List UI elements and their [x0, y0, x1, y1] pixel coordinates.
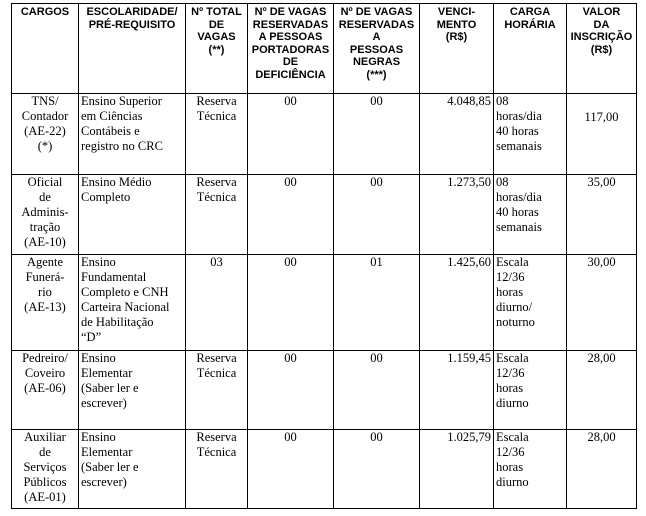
cell-valor-inscricao: 117,00 — [567, 94, 637, 175]
cell-vagas-deficiencia: 00 — [248, 351, 334, 430]
cell-valor-inscricao: 35,00 — [567, 175, 637, 255]
header-vagas-negras: Nº DE VAGAS RESERVADAS A PESSOAS NEGRAS (***) — [334, 4, 420, 94]
table-row — [12, 255, 637, 351]
header-escolaridade: ESCOLARIDADE/ PRÉ-REQUISITO — [79, 4, 186, 94]
cell-escolaridade: Ensino Médio Completo — [79, 175, 186, 255]
cell-carga-horaria: Escala 12/36 horas diurno — [494, 351, 567, 430]
cell-carga-horaria: Escala 12/36 horas diurno/ noturno — [494, 255, 567, 351]
vagas-table — [11, 3, 637, 509]
cell-vencimento: 1.159,45 — [420, 351, 494, 430]
header-carga-horaria: CARGA HORÁRIA — [494, 4, 567, 94]
cell-vencimento: 1.273,50 — [420, 175, 494, 255]
cell-total-vagas: Reserva Técnica — [186, 175, 248, 255]
table-row — [12, 430, 637, 509]
table-row — [12, 351, 637, 430]
header-vencimento: VENCI- MENTO (R$) — [420, 4, 494, 94]
cell-vagas-negras: 01 — [334, 255, 420, 351]
cell-valor-inscricao: 28,00 — [567, 430, 637, 509]
cell-cargo: Oficial de Adminis- tração (AE-10) — [12, 175, 79, 255]
cell-escolaridade: Ensino Elementar (Saber ler e escrever) — [79, 430, 186, 509]
cell-carga-horaria: 08 horas/dia 40 horas semanais — [494, 175, 567, 255]
cell-escolaridade: Ensino Fundamental Completo e CNH Carteira Nacional de Habilitação “D” — [79, 255, 186, 351]
cell-vagas-negras: 00 — [334, 351, 420, 430]
table-row — [12, 94, 637, 175]
cell-vagas-deficiencia: 00 — [248, 255, 334, 351]
cell-vagas-negras: 00 — [334, 430, 420, 509]
cell-cargo: Auxiliar de Serviços Públicos (AE-01) — [12, 430, 79, 509]
cell-vencimento: 1.425,60 — [420, 255, 494, 351]
cell-escolaridade: Ensino Elementar (Saber ler e escrever) — [79, 351, 186, 430]
header-total-vagas: Nº TOTAL DE VAGAS (**) — [186, 4, 248, 94]
header-row — [12, 4, 637, 94]
cell-vagas-negras: 00 — [334, 94, 420, 175]
cell-carga-horaria: Escala 12/36 horas diurno — [494, 430, 567, 509]
cell-valor-inscricao: 28,00 — [567, 351, 637, 430]
cell-carga-horaria: 08 horas/dia 40 horas semanais — [494, 94, 567, 175]
cell-total-vagas: Reserva Técnica — [186, 430, 248, 509]
cell-vagas-deficiencia: 00 — [248, 94, 334, 175]
header-vagas-deficiencia: Nº DE VAGAS RESERVADAS A PESSOAS PORTADORAS DE DEFICIÊNCIA — [248, 4, 334, 94]
cell-valor-inscricao: 30,00 — [567, 255, 637, 351]
table-row — [12, 175, 637, 255]
cell-vencimento: 1.025,79 — [420, 430, 494, 509]
cell-vagas-deficiencia: 00 — [248, 430, 334, 509]
header-valor-inscricao: VALOR DA INSCRIÇÃO (R$) — [567, 4, 637, 94]
cell-total-vagas: Reserva Técnica — [186, 94, 248, 175]
cell-cargo: Pedreiro/ Coveiro (AE-06) — [12, 351, 79, 430]
cell-cargo: Agente Funerá- rio (AE-13) — [12, 255, 79, 351]
cell-vagas-deficiencia: 00 — [248, 175, 334, 255]
cell-vagas-negras: 00 — [334, 175, 420, 255]
cell-vencimento: 4.048,85 — [420, 94, 494, 175]
cell-total-vagas: 03 — [186, 255, 248, 351]
header-cargos: CARGOS — [12, 4, 79, 94]
cell-escolaridade: Ensino Superior em Ciências Contábeis e registro no CRC — [79, 94, 186, 175]
cell-cargo: TNS/ Contador (AE-22) (*) — [12, 94, 79, 175]
cell-total-vagas: Reserva Técnica — [186, 351, 248, 430]
